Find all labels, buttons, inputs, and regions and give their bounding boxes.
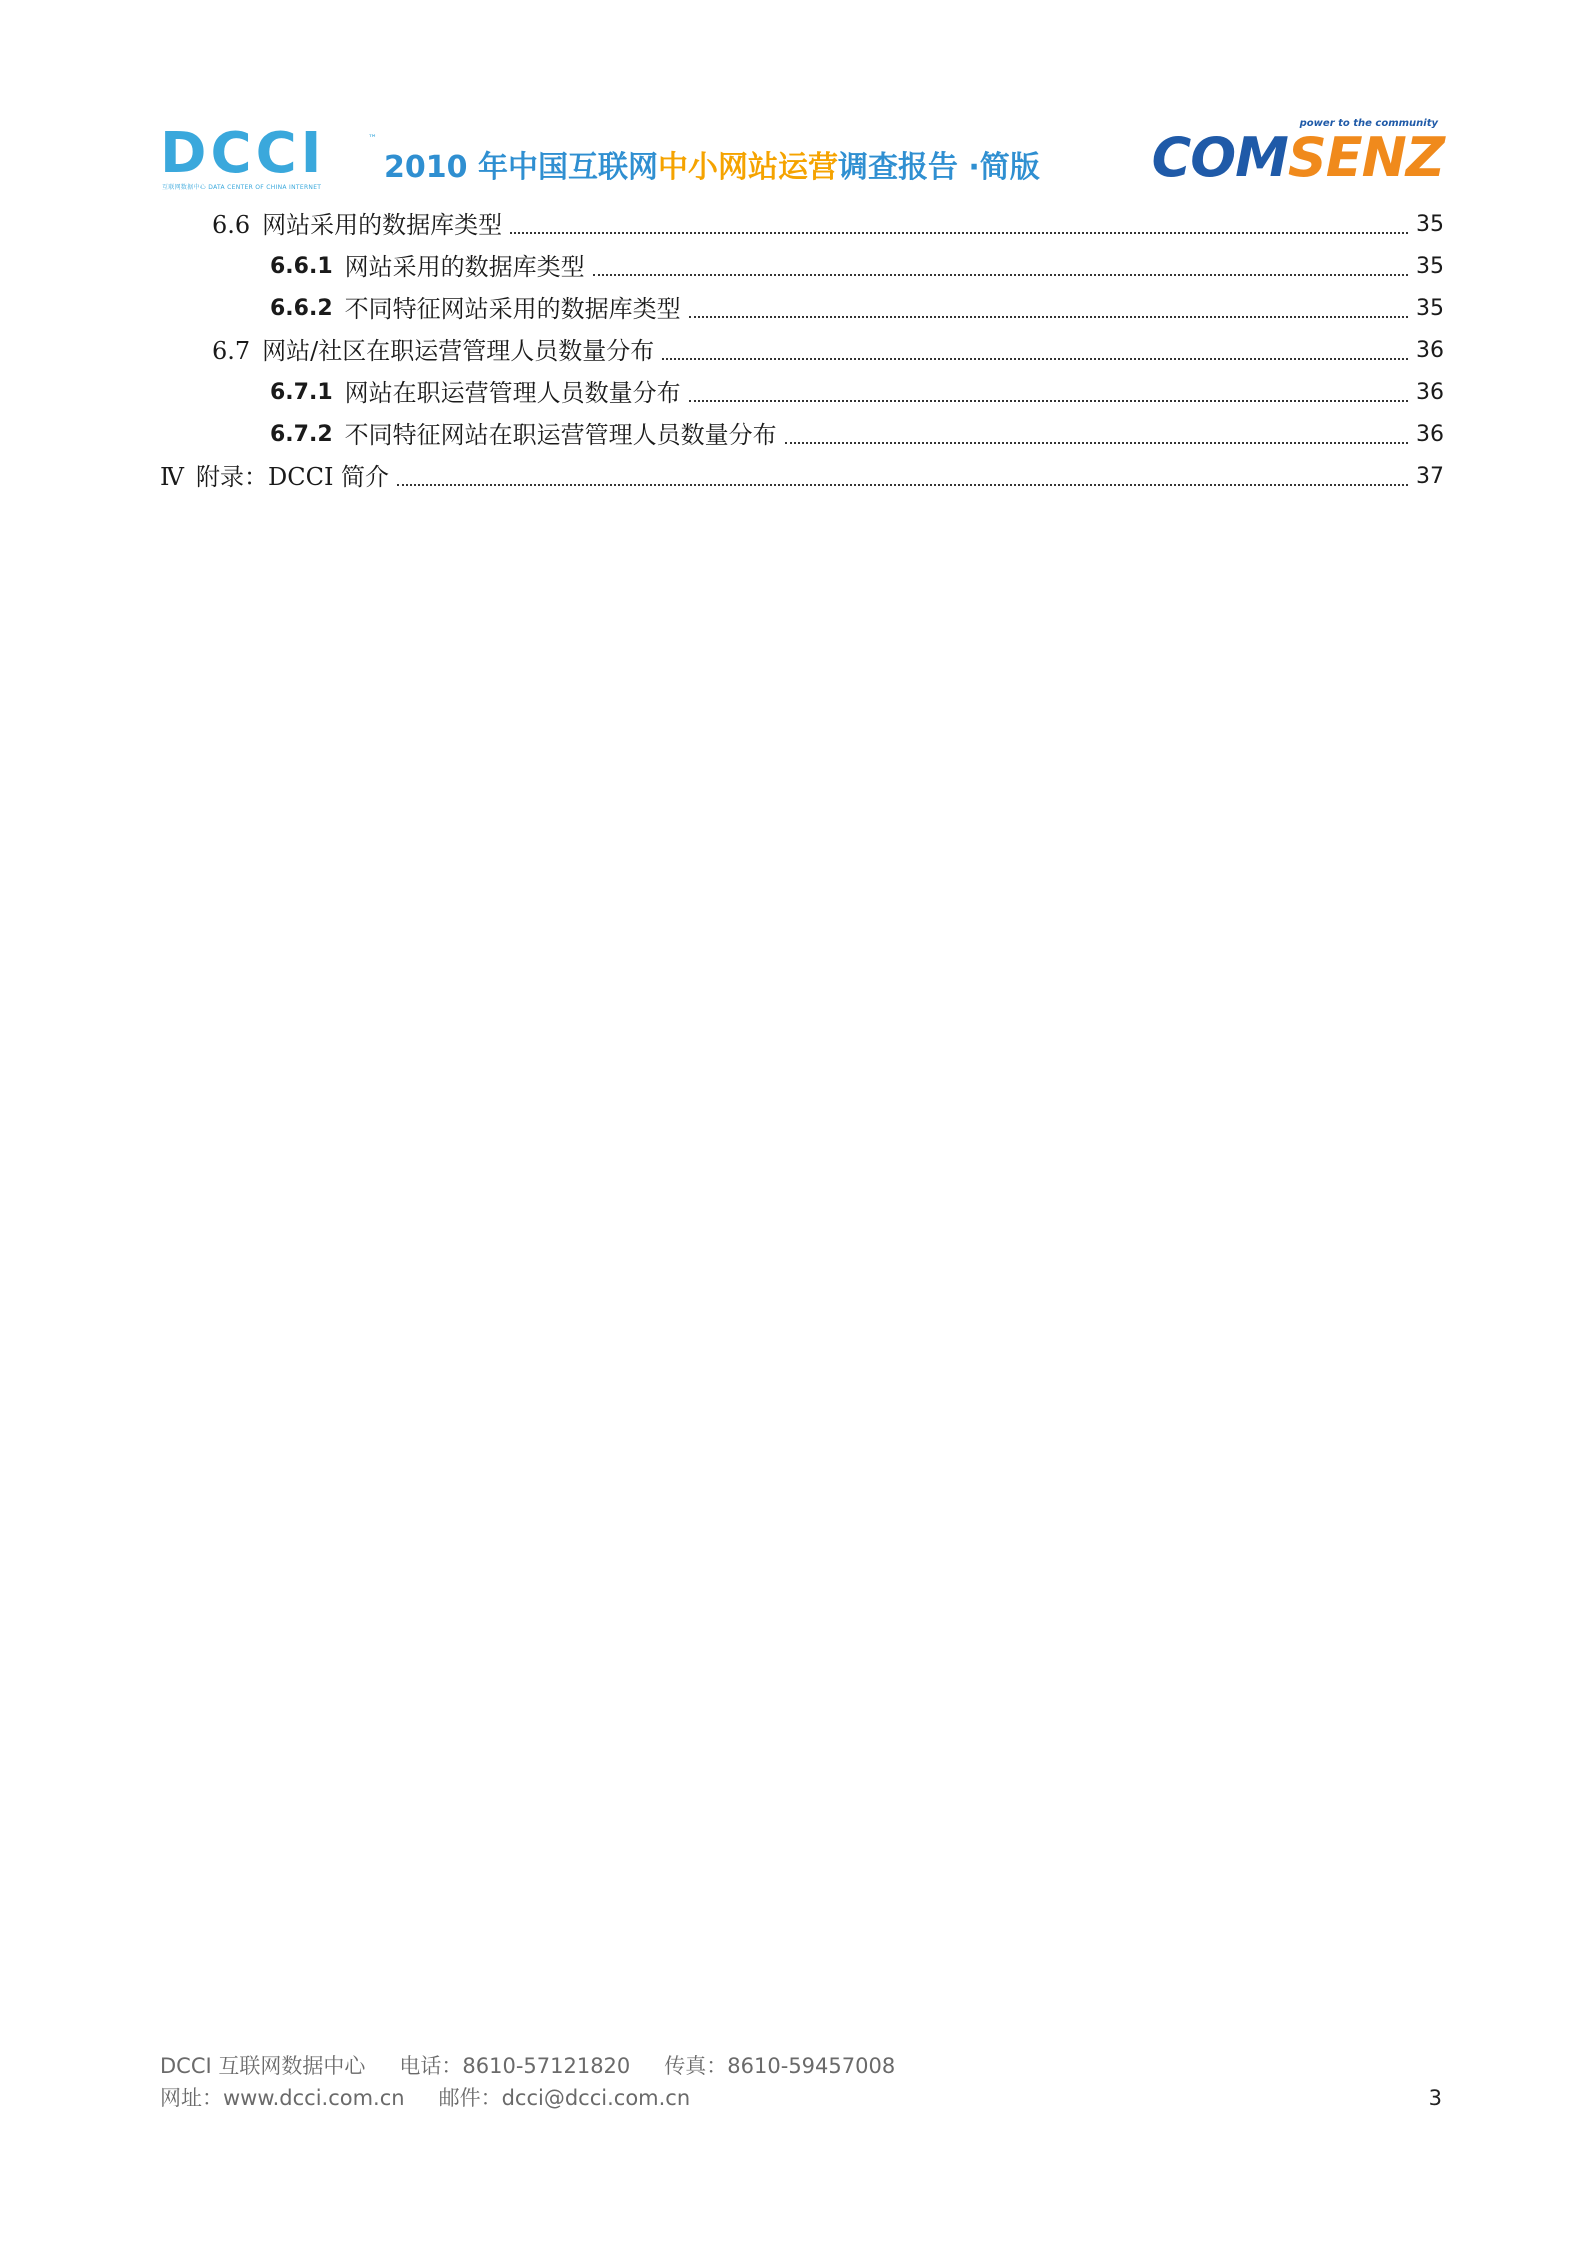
- toc-entry-page: 35: [1416, 254, 1444, 279]
- footer-website: 网址：www.dcci.com.cn: [160, 2086, 405, 2110]
- footer-contact-line: [160, 2050, 1444, 2082]
- toc-entry-number: 6.7: [212, 337, 251, 365]
- toc-entry-number: 6.6: [212, 211, 251, 239]
- toc-entry-title: 不同特征网站在职运营管理人员数量分布: [344, 421, 777, 449]
- toc-entry-number: 6.6.2: [270, 296, 333, 321]
- toc-leader-dots: [662, 358, 1408, 360]
- toc-entry-title: 不同特征网站采用的数据库类型: [344, 295, 681, 323]
- toc-entry-title: 网站/社区在职运营管理人员数量分布: [262, 337, 655, 365]
- report-title-part1: 2010 年中国互联网: [384, 150, 658, 185]
- toc-entry-title: 附录：DCCI 简介: [195, 463, 390, 491]
- table-of-contents: [160, 204, 1444, 498]
- toc-entry[interactable]: [160, 330, 1444, 372]
- toc-leader-dots: [397, 484, 1408, 486]
- toc-entry-title: 网站采用的数据库类型: [344, 253, 585, 281]
- footer-org: DCCI 互联网数据中心: [160, 2054, 366, 2078]
- comsenz-logo-text: [1152, 126, 1444, 190]
- page-number: 3: [1428, 2086, 1442, 2110]
- toc-entry[interactable]: [160, 204, 1444, 246]
- toc-entry-page: 36: [1416, 422, 1444, 447]
- toc-leader-dots: [689, 316, 1408, 318]
- dcci-logo-text: DCCI: [160, 121, 326, 186]
- footer-fax: 传真：8610-59457008: [664, 2054, 896, 2078]
- toc-entry-page: 37: [1416, 464, 1444, 489]
- toc-entry[interactable]: [160, 414, 1444, 456]
- toc-entry[interactable]: [160, 246, 1444, 288]
- toc-entry-number: 6.6.1: [270, 254, 333, 279]
- toc-leader-dots: [593, 274, 1408, 276]
- comsenz-logo-part2: SENZ: [1287, 126, 1444, 189]
- toc-entry-number: 6.7.1: [270, 380, 333, 405]
- toc-leader-dots: [510, 232, 1408, 234]
- toc-leader-dots: [785, 442, 1408, 444]
- toc-leader-dots: [689, 400, 1408, 402]
- footer-email: 邮件：dcci@dcci.com.cn: [438, 2086, 691, 2110]
- toc-entry-page: 35: [1416, 296, 1444, 321]
- report-title-part2: 中小网站运营: [657, 150, 838, 185]
- report-title: [384, 148, 1040, 188]
- comsenz-tagline: power to the community: [1299, 118, 1438, 129]
- toc-entry-page: 36: [1416, 338, 1444, 363]
- toc-entry[interactable]: [160, 456, 1444, 498]
- toc-entry[interactable]: [160, 372, 1444, 414]
- dcci-logo-subtitle: 互联网数据中心 DATA CENTER OF CHINA INTERNET: [162, 184, 322, 191]
- comsenz-logo: [1151, 118, 1444, 192]
- report-title-part3: 调查报告 ·简版: [837, 150, 1040, 185]
- toc-entry[interactable]: [160, 288, 1444, 330]
- footer-phone: 电话：8610-57121820: [399, 2054, 631, 2078]
- toc-entry-title: 网站采用的数据库类型: [262, 211, 503, 239]
- toc-entry-page: 36: [1416, 380, 1444, 405]
- comsenz-logo-part1: COM: [1151, 126, 1288, 189]
- toc-entry-page: 35: [1416, 212, 1444, 237]
- page-footer: [160, 2050, 1444, 2114]
- dcci-logo-tm: ™: [368, 134, 377, 144]
- toc-entry-number: 6.7.2: [270, 422, 333, 447]
- footer-web-line: [160, 2082, 1444, 2114]
- page-header: [160, 118, 1444, 192]
- toc-entry-title: 网站在职运营管理人员数量分布: [344, 379, 681, 407]
- dcci-logo: [160, 121, 377, 191]
- toc-entry-number: Ⅳ: [160, 463, 184, 491]
